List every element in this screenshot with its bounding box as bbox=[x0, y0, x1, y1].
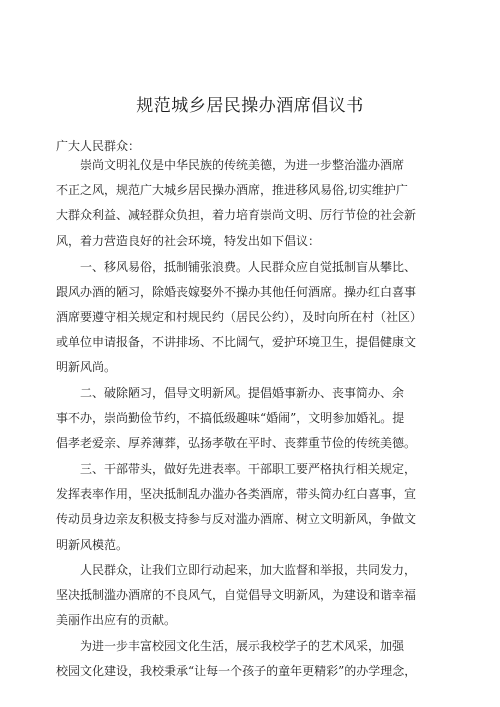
body-line: 不正之风，规范广大城乡居民操办酒席，推进移风易俗,切实维护广 bbox=[56, 183, 408, 197]
body-line: 传动员身边亲友积极支持参与反对滥办酒席、树立文明新风，争做文 bbox=[56, 512, 417, 526]
body-line: 二、破除陋习，倡导文明新风。提倡婚事新办、丧事简办、余 bbox=[80, 386, 405, 400]
greeting-line: 广大人民群众： bbox=[56, 139, 141, 153]
body-line: 或单位申请报备，不讲排场、不比阔气，爱护环境卫生，提倡健康文 bbox=[56, 335, 417, 349]
body-line: 倡孝老爱亲、厚养薄葬，弘扬孝敬在平时、丧葬重节俭的传统美德。 bbox=[56, 436, 417, 450]
body-line: 跟风办酒的陋习，除婚丧嫁娶外不操办其他任何酒席。操办红白喜事 bbox=[56, 285, 417, 299]
body-line: 崇尚文明礼仪是中华民族的传统美德，为进一步整治滥办酒席 bbox=[80, 158, 405, 172]
body-line: 人民群众，让我们立即行动起来，加大监督和举报，共同发力， bbox=[80, 563, 417, 577]
body-line: 美丽作出应有的贡献。 bbox=[56, 613, 177, 627]
body-line: 一、移风易俗，抵制铺张浪费。人民群众应自觉抵制盲从攀比、 bbox=[80, 260, 417, 274]
body-line: 大群众利益、减轻群众负担，着力培育崇尚文明、厉行节俭的社会新 bbox=[56, 208, 417, 222]
body-line: 发挥表率作用，坚决抵制乱办滥办各类酒席，带头简办红白喜事，宣 bbox=[56, 487, 417, 501]
body-line: 明新风模范。 bbox=[56, 538, 129, 552]
document-title: 规范城乡居民操办酒席倡议书 bbox=[136, 96, 364, 116]
body-line: 风，着力营造良好的社会环境，特发出如下倡议： bbox=[56, 234, 321, 248]
body-line: 明新风尚。 bbox=[56, 360, 117, 374]
body-line: 三、干部带头，做好先进表率。干部职工要严格执行相关规定， bbox=[80, 462, 417, 476]
body-line: 酒席要遵守相关规定和村规民约（居民公约），及时向所在村（社区） bbox=[56, 310, 423, 324]
body-line: 为进一步丰富校园文化生活，展示我校学子的艺术风采，加强 bbox=[80, 639, 405, 653]
body-line: 事不办，崇尚勤俭节约，不搞低级趣味“婚闹”，文明参加婚礼。提 bbox=[56, 411, 405, 425]
body-line: 校园文化建设，我校秉承“让每一个孩子的童年更精彩”的办学理念， bbox=[56, 664, 417, 678]
body-line: 坚决抵制滥办酒席的不良风气，自觉倡导文明新风，为建设和谐幸福 bbox=[56, 588, 417, 602]
